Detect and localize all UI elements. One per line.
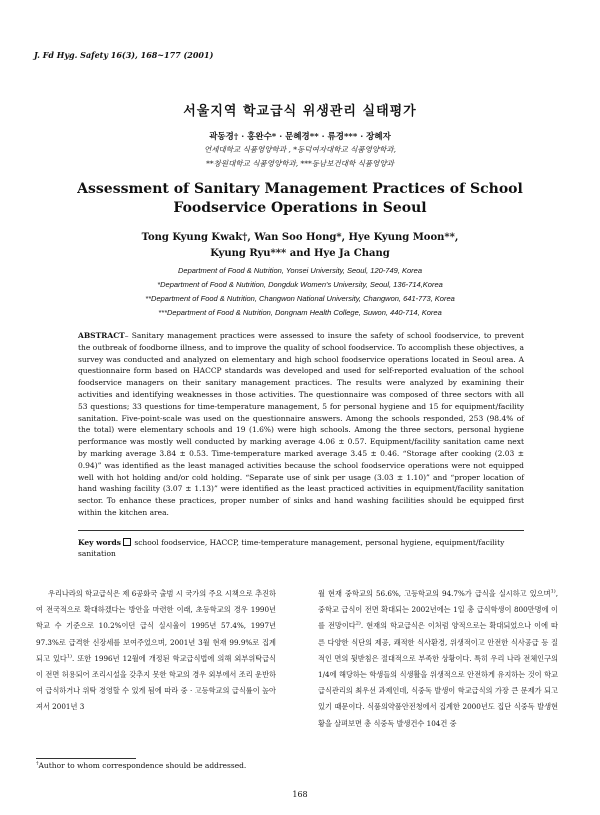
english-authors-line-1: Tong Kyung Kwak†, Wan Soo Hong*, Hye Kyung Moon**, — [141, 232, 459, 243]
body-right-text-1: 월 현재 중학교의 56.6%, 고등학교의 94.7%가 급식을 실시하고 있으며 — [318, 589, 551, 598]
body-column-left — [36, 586, 276, 716]
english-title — [0, 180, 600, 218]
affiliation-changwon: **Department of Food & Nutrition, Changwon National University, Changwon, 641-773, Korea — [145, 294, 455, 303]
body-column-right — [318, 586, 558, 732]
affiliation-yonsei: Department of Food & Nutrition, Yonsei University, Seoul, 120-749, Korea — [177, 266, 423, 275]
body-left-text-1: 우리나라의 학교급식은 제 6공화국 출범 시 국가의 주요 시책으로 추진하여 전국적으로 확대하겠다는 방안을 마련한 이래, 초등학교의 경우 1990년 학교 수 기준으로 10.2%이던 급식 실시율이 1995년 57.4%, 1997년 97.3%로 급격한 신장세를 보여주었으며, 2001년 3월 현재 99.9%로 집계되고 있다 — [36, 589, 276, 663]
checkbox-icon — [123, 538, 131, 546]
journal-reference: J. Fd Hyg. Safety 16(3), 168~177 (2001) — [34, 50, 214, 60]
english-affiliations — [0, 264, 600, 320]
footnote-text: Author to whom correspondence should be addressed. — [38, 761, 247, 770]
english-authors-line-2: Kyung Ryu*** and Hye Ja Chang — [210, 248, 390, 259]
page-number: 168 — [292, 790, 308, 799]
english-authors — [0, 230, 600, 262]
abstract-divider — [78, 530, 524, 531]
english-title-line-2: Foodservice Operations in Seoul — [173, 200, 427, 216]
affiliation-dongnam: ***Department of Food & Nutrition, Dongnam Health College, Suwon, 440-714, Korea — [158, 308, 442, 317]
abstract-text: – Sanitary management practices were assessed to insure the safety of school foodservice, to prevent the outbreak of foodborne illness, and to improve the quality of school foodservice. To accomplish these objectives, a survey was conducted and analyzed on elementary and high school foodservice operations located in Seoul area. A questionnaire form based on HACCP standards was developed and used for self-reported evaluation of the school foodservice managers on their sanitary management practices. The results were analyzed by examining their activities and identifying weaknesses in those activities. The questionnaire was composed of three sectors with all 53 questions; 33 questions for time-temperature management, 5 for personal hygiene and 15 for equipment/facility sanitation. Five-point-scale was used on the questionnaire answers. Among the schools responded, 253 (98.4% of the total) were elementary schools and 19 (1.6%) were high schools. Among the three sectors, personal hygiene performance was mostly well conducted by marking average 4.06 ± 0.57. Equipment/facility sanitation came next by marking average 3.84 ± 0.53. Time-temperature marked average 3.45 ± 0.46. “Storage after cooking (2.03 ± 0.94)” was identified as the least managed activities because the school foodservice operations were not equipped well with hot holding and/or cold holding. “Separate use of sink per usage (3.03 ± 1.10)” and “proper location of hand washing facility (3.07 ± 1.13)” were identified as the least practiced activities in equipment/facility sanitation sector. To enhance these practices, proper number of sinks and hand washing facilities should be equipped first within the kitchen area. — [78, 331, 524, 517]
affiliation-dongduk: *Department of Food & Nutrition, Dongduk Women's University, Seoul, 136-714,Korea — [157, 280, 443, 289]
footnote-mark: † — [36, 760, 39, 767]
english-title-line-1: Assessment of Sanitary Management Practices of School — [77, 181, 523, 197]
body-right-text-3: . 현재의 학교급식은 이처럼 양적으로는 확대되었으나 이에 따른 다양한 식단의 제공, 쾌적한 식사환경, 위생적이고 안전한 식사공급 등 질적인 면의 뒷받침은 절대적으로 부족한 상황이다. 특히 우리 나라 전체인구의 1/4에 해당하는 학생들의 식생활을 위생적으로 안전하게 유지하는 것이 학교급식관리의 최우선 과제인데, 식중독 발생이 학교급식의 가장 큰 문제가 되고 있기 때문이다. 식품의약품안전청에서 집계한 2000년도 집단 식중독 발생현황을 살펴보면 총 식중독 발생건수 104건 중 — [318, 621, 558, 728]
footnote — [36, 761, 286, 771]
body-right-text-2: , 중학교 급식이 전면 확대되는 2002년에는 1일 총 급식학생이 800만명에 이를 전망이다 — [318, 589, 558, 631]
korean-authors: 곽동경† · 홍완수* · 문혜경** · 류경*** · 장혜자 — [209, 132, 391, 142]
abstract — [78, 330, 524, 519]
keywords-label: Key words — [78, 538, 121, 547]
korean-title: 서울지역 학교급식 위생관리 실태평가 — [183, 104, 417, 119]
citation-1: 1) — [66, 653, 72, 660]
body-left-text-2: . 또한 1996년 12월에 개정된 학교급식법에 의해 외부위탁급식이 전면 허용되어 조리시설을 갖추지 못한 학교의 경우 외부에서 조리 운반하여 급식하거나 위탁 경영할 수 있게 됨에 따라 중 · 고등학교의 급식률이 높아져서 2001년 3 — [36, 653, 277, 712]
keywords — [78, 537, 524, 559]
citation-2: 2) — [355, 621, 361, 628]
keywords-text: school foodservice, HACCP, time-temperature management, personal hygiene, equipment/facility sanitation — [78, 538, 505, 558]
abstract-label: ABSTRACT — [78, 331, 125, 340]
footnote-divider — [36, 758, 136, 759]
korean-affiliation-1: 연세대학교 식품영양학과 , *동덕여자대학교 식품영양학과, — [204, 145, 396, 154]
korean-affiliation-2: **창원대학교 식품영양학과, ***동남보건대학 식품영양과 — [206, 159, 394, 168]
citation-1b: 1) — [550, 588, 556, 595]
